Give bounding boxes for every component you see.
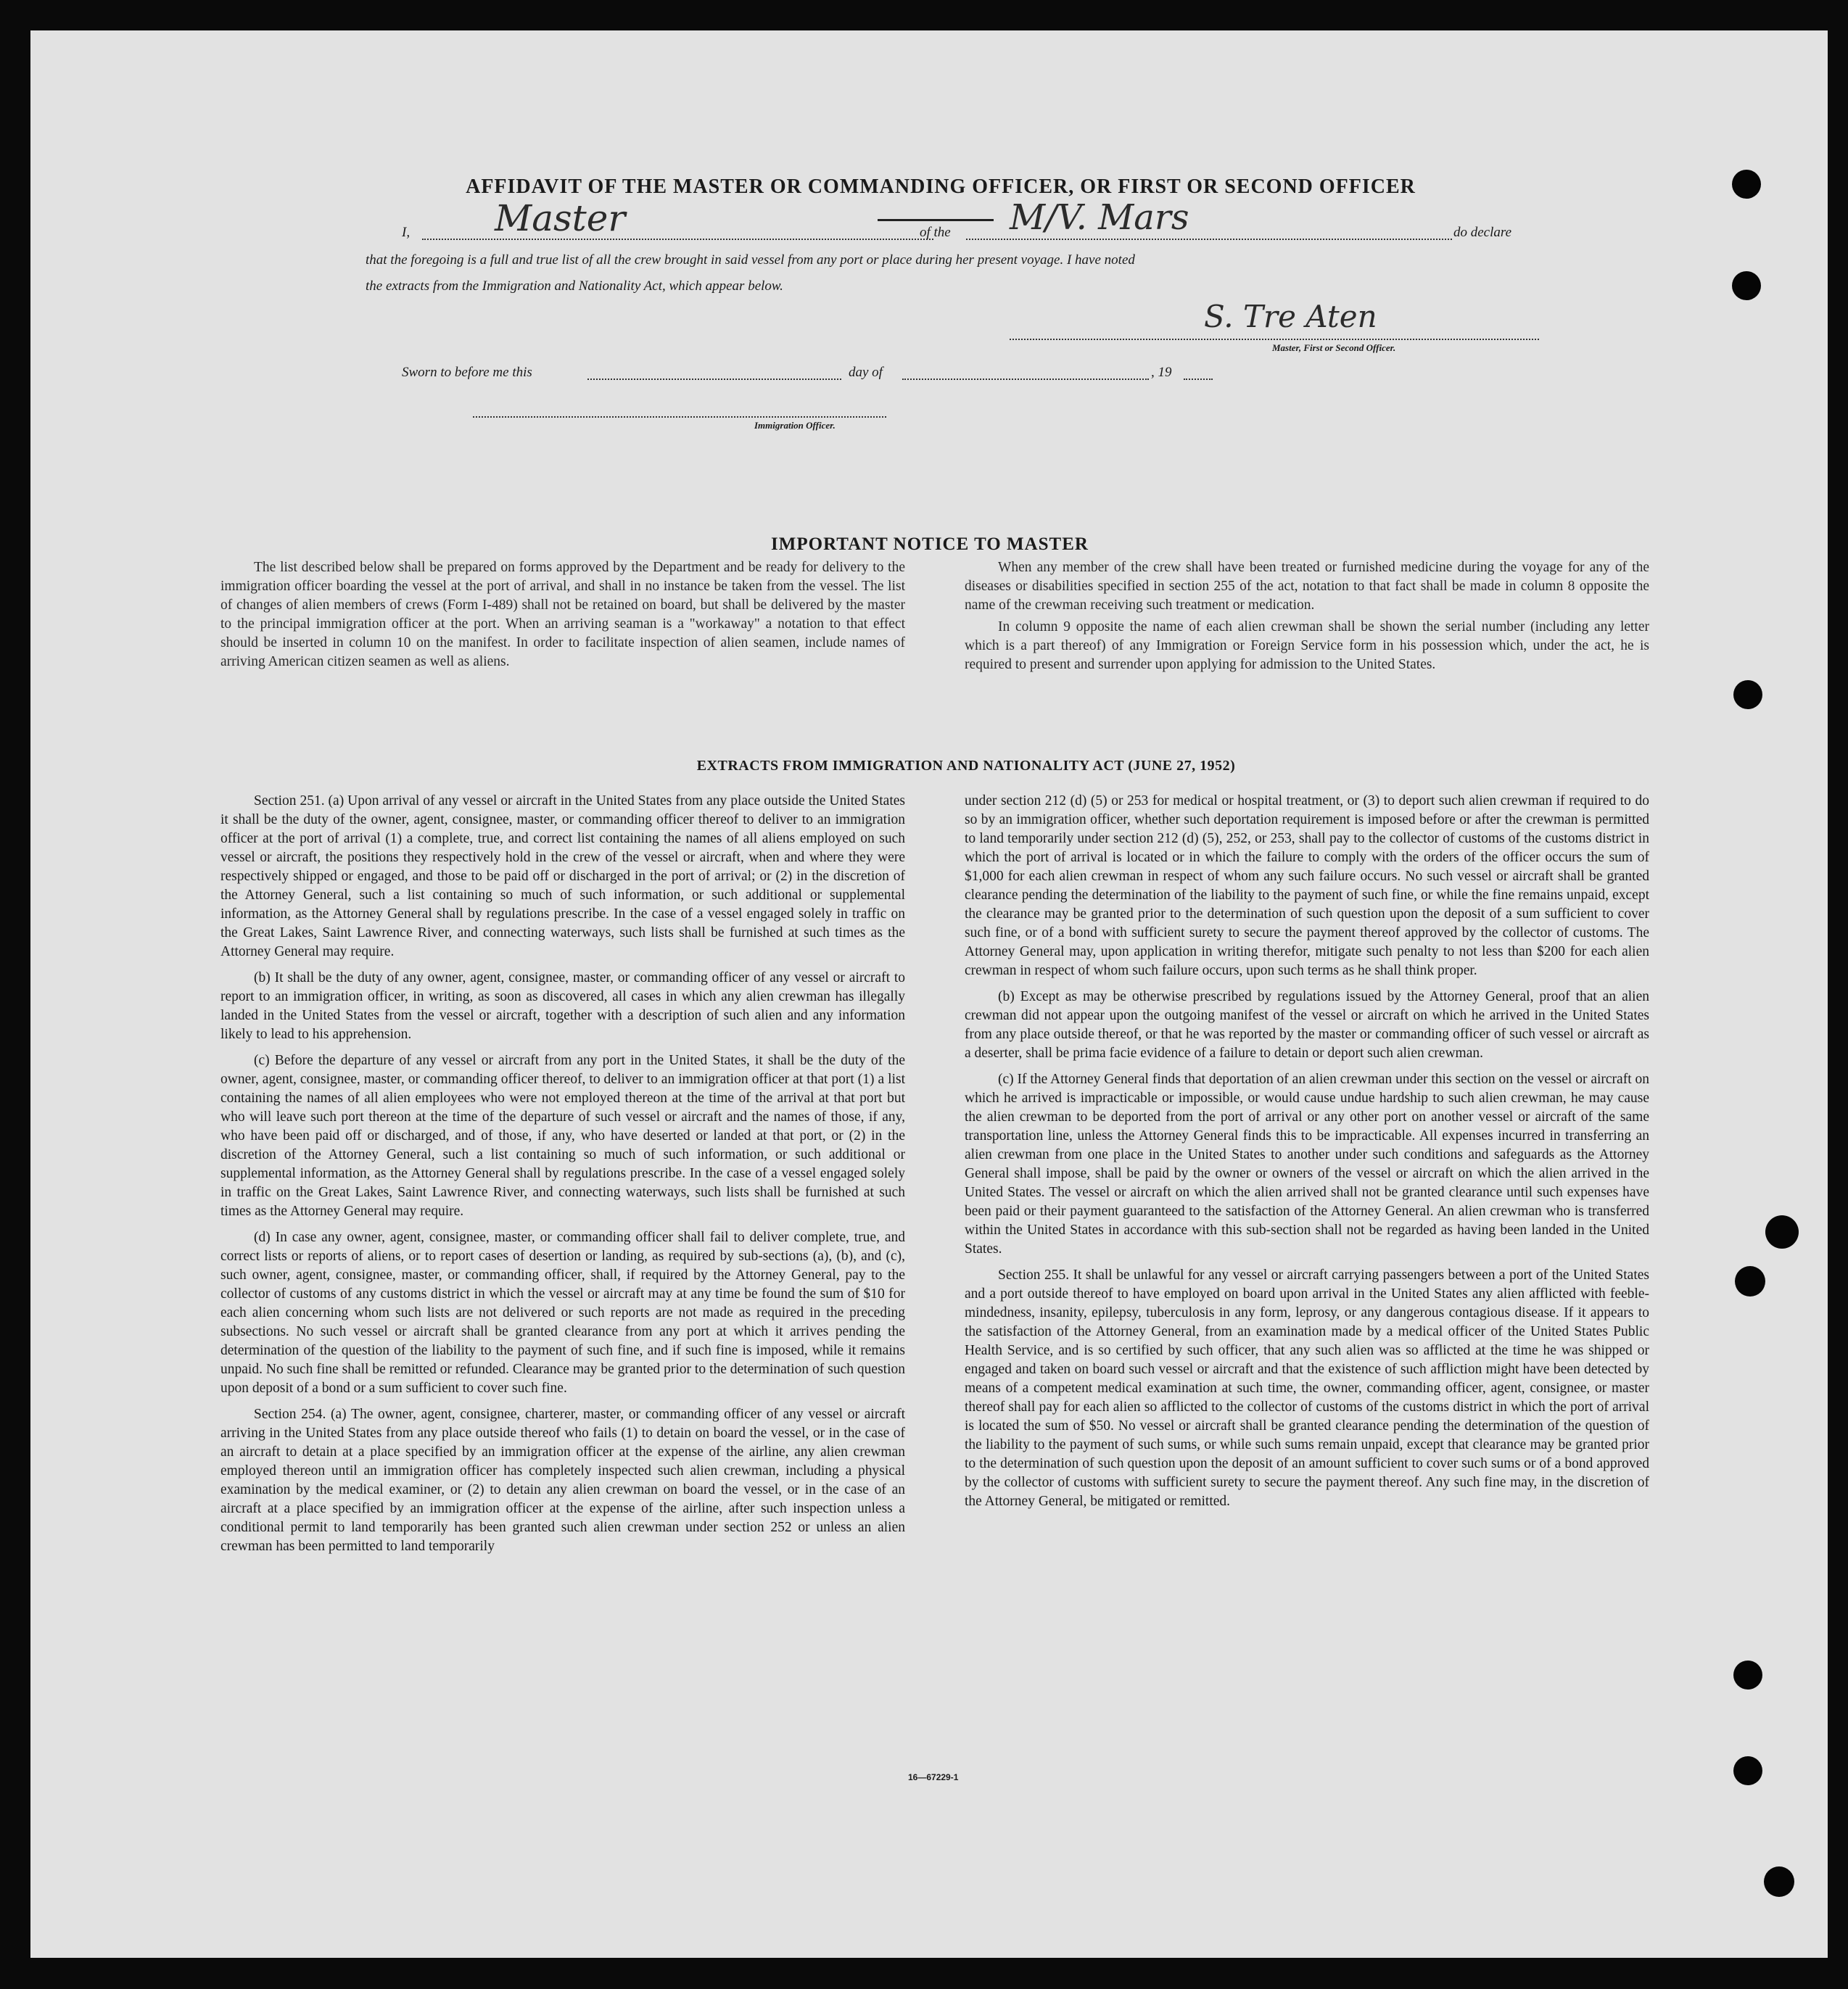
section-251b: (b) It shall be the duty of any owner, agent, consignee, master, or commanding officer of any vessel or aircraft to report to an immigration officer, in writing, as soon as discovered, all cases in which any alien crewman has illegally landed in the United States from the vessel or aircraft, together with a description of such alien and any information likely to lead to his apprehension. xyxy=(220,970,905,1042)
signature-line xyxy=(1010,337,1539,340)
binder-hole xyxy=(1733,1756,1762,1785)
rank-handwritten: Master xyxy=(495,197,626,239)
extracts-left-column xyxy=(220,792,905,1563)
binder-hole xyxy=(1733,680,1762,709)
section-251d: (d) In case any owner, agent, consignee, master, or commanding officer shall fail to deliver complete, true, and correct lists or reports of aliens, or to report cases of desertion or landing, as required by sub-sections (a), (b), and (c), such owner, agent, consignee, master, or commanding officer, shall, if required by the Attorney General, pay to the collector of customs of any customs district in which the vessel or aircraft may at any time be found the sum of $10 for each alien concerning whom such lists are not delivered or such reports are not made as required in the preceding subsections. No such vessel or aircraft shall be granted clearance from any port at which it arrives pending the determination of the question of the liability to the payment of such fine, and if such fine is imposed, while it remains unpaid. No such fine shall be remitted or refunded. Clearance may be granted prior to the determination of such question upon deposit of a bond or a sum sufficient to cover such fine. xyxy=(220,1230,905,1396)
section-251c: (c) Before the departure of any vessel or aircraft from any port in the United States, it shall be the duty of the owner, agent, consignee, master, or commanding officer thereof, to deliver to an immigration officer at that port (1) a list containing the names of all alien employees who were not employed thereon at the time of the arrival at that port but who will leave such port thereon at the time of the departure of such vessel or aircraft and the names of those, if any, who have been paid off or discharged, and of those, if any, who have deserted or landed at that port, or (2) in the discretion of the Attorney General, such a list containing so much of such information, or such additional or supplemental information, as the Attorney General shall by regulations prescribe. In the case of a vessel engaged solely in traffic on the Great Lakes, Saint Lawrence River, and connecting waterways, such lists shall be furnished at such times as the Attorney General may require. xyxy=(220,1053,905,1219)
officer-caption: Immigration Officer. xyxy=(754,420,836,431)
officer-line xyxy=(473,415,886,418)
year-line xyxy=(1184,377,1213,380)
binder-hole xyxy=(1732,170,1761,199)
notice-right-paragraph: When any member of the crew shall have been treated or furnished medicine during the voyage for any of the diseases or disabilities specified in section 255 of the act, notation to that fact shall be made in column 8 opposite the name of the crewman receiving such treatment or medication. xyxy=(965,560,1649,613)
notice-right-column xyxy=(965,558,1649,677)
sworn-month-line xyxy=(902,377,1149,380)
section-251a: Section 251. (a) Upon arrival of any vessel or aircraft in the United States from any place outside the United States it shall be the duty of the owner, agent, consignee, master, or commanding officer thereof to deliver to an immigration officer at the port of arrival (1) a complete, true, and correct list containing the names of all aliens employed on such vessel or aircraft, the positions they respectively hold in the crew of the vessel or aircraft, when and where they were respectively shipped or engaged, and those to be paid off or discharged in the port of arrival; or (2) in the discretion of the Attorney General, such a list containing so much of such information, or such additional or supplemental information, as the Attorney General shall by regulations prescribe. In the case of a vessel engaged solely in traffic on the Great Lakes, Saint Lawrence River, and connecting waterways, such lists shall be furnished at such times as the Attorney General may require. xyxy=(220,793,905,959)
i-label: I, xyxy=(402,225,411,240)
notice-heading: IMPORTANT NOTICE TO MASTER xyxy=(771,534,1089,554)
notice-left-column xyxy=(220,558,905,674)
signature: S. Tre Aten xyxy=(1204,299,1377,334)
day-of-label: day of xyxy=(849,365,883,380)
vessel-handwritten: M/V. Mars xyxy=(1010,197,1189,238)
do-declare-label: do declare xyxy=(1453,225,1512,240)
binder-hole xyxy=(1732,271,1761,300)
binder-hole xyxy=(1765,1215,1799,1249)
notice-right-paragraph: In column 9 opposite the name of each alien crewman shall be shown the serial number (including any letter which is a part thereof) of any Immigration or Foreign Service form in his possession which, under the act, he is required to present and surrender upon applying for admission to the United States. xyxy=(965,619,1649,672)
title-rule xyxy=(878,219,994,221)
statement-line-1: that the foregoing is a full and true list of all the crew brought in said vessel from any port or place during her present voyage. I have noted xyxy=(366,252,1135,268)
year-label: , 19 xyxy=(1151,365,1172,380)
binder-hole xyxy=(1733,1661,1762,1690)
binder-hole xyxy=(1764,1866,1794,1897)
section-254c: (c) If the Attorney General finds that deportation of an alien crewman under this section on the vessel or aircraft on which he arrived is impracticable or impossible, or would cause undue hardship to such alien crewman, he may cause the alien crewman to be deported from the port of arrival or any other port on another vessel or aircraft of the same transportation line, unless the Attorney General finds this to be impracticable. All expenses incurred in transferring an alien crewman from one place in the United States to another under such conditions and safeguards as the Attorney General shall impose, shall be paid by the owner or owners of the vessel or aircraft on which the alien arrived in the United States. The vessel or aircraft on which the alien arrived shall not be granted clearance until such expenses have been paid or their payment guaranteed to the satisfaction of the Attorney General. An alien crewman who is transferred within the United States in accordance with this sub-section shall not be regarded as having been landed in the United States. xyxy=(965,1072,1649,1257)
sworn-label: Sworn to before me this xyxy=(402,365,532,380)
signature-caption: Master, First or Second Officer. xyxy=(1272,342,1396,353)
section-254a-continued: under section 212 (d) (5) or 253 for medical or hospital treatment, or (3) to deport such alien crewman if required to do so by an immigration officer, whether such deportation requirement is imposed before or after the crewman is permitted to land temporarily under section 212 (d) (5), 252, or 253, shall pay to the collector of customs of the customs district in which the port of arrival is located or in which the failure to comply with the orders of the officer occurs the sum of $1,000 for each alien crewman in respect of whom any such failure occurs. No such vessel or aircraft shall be granted clearance pending the determination of the liability to the payment of such fine, or while the fine remains unpaid, except the clearance may be granted prior to the determination of such question upon the deposit of a sum sufficient to cover such fine, or of a bond with sufficient surety to secure the payment thereof approved by the collector of customs. The Attorney General may, upon application in writing therefor, mitigate such penalty to not less than $200 for each alien crewman in respect of whom such failure occurs, upon such terms as he shall think proper. xyxy=(965,793,1649,978)
section-254a: Section 254. (a) The owner, agent, consignee, charterer, master, or commanding officer of any vessel or aircraft arriving in the United States from any place outside thereof who fails (1) to detain on board the vessel, or in the case of an aircraft to detain at a place specified by an immigration officer at the expense of the airline, any alien crewman employed thereon until an immigration officer has completely inspected such alien crewman, including a physical examination by the medical examiner, or (2) to detain any alien crewman on board the vessel, or in the case of an aircraft at a place specified by an immigration officer at the expense of the airline, after such inspection unless a conditional permit to land temporarily has been granted such alien crewman under section 252 or unless an alien crewman has been permitted to land temporarily xyxy=(220,1407,905,1554)
notice-left-paragraph: The list described below shall be prepared on forms approved by the Department and be ready for delivery to the immigration officer boarding the vessel at the port of arrival, and shall in no instance be taken from the vessel. The list of changes of alien members of crews (Form I-489) shall not be retained on board, but shall be delivered by the master to the principal immigration officer at the port. When an arriving seaman is a "workaway" a notation to that effect should be inserted in column 10 on the manifest. In order to facilitate inspection of alien seamen, include names of arriving American citizen seamen as well as aliens. xyxy=(220,560,905,669)
extracts-heading: EXTRACTS FROM IMMIGRATION AND NATIONALITY ACT (JUNE 27, 1952) xyxy=(696,758,1236,774)
binder-hole xyxy=(1735,1266,1765,1297)
section-254b: (b) Except as may be otherwise prescribed by regulations issued by the Attorney General, proof that an alien crewman did not appear upon the outgoing manifest of the vessel or aircraft on which he arrived in the United States from any place outside thereof, or that he was reported by the master or commanding officer of such vessel or aircraft as a deserter, shall be prima facie evidence of a failure to detain or deport such alien crewman. xyxy=(965,989,1649,1061)
of-the-label: of the xyxy=(920,225,951,240)
affidavit-title: AFFIDAVIT OF THE MASTER OR COMMANDING OFFICER, OR FIRST OR SECOND OFFICER xyxy=(466,175,1416,198)
section-255: Section 255. It shall be unlawful for any vessel or aircraft carrying passengers between a port of the United States and a port outside thereof to have employed on board upon arrival in the United States any alien afflicted with feeble-mindedness, insanity, epilepsy, tuberculosis in any form, leprosy, or any dangerous contagious disease. If it appears to the satisfaction of the Attorney General, from an examination made by a medical officer of the United States Public Health Service, and is so certified by such officer, that any such alien was so afflicted at the time he was shipped or engaged and taken on board such vessel or aircraft and that the existence of such affliction might have been detected by means of a competent medical examination at such time, the owner, commanding officer, agent, consignee, or master thereof shall pay for each alien so afflicted to the collector of customs of the customs district in which the port of arrival is located the sum of $50. No vessel or aircraft shall be granted clearance pending the determination of the question of the liability to the payment of such sums, or while such sums remain unpaid, except that clearance may be granted prior to the determination of such question upon the deposit of an amount sufficient to cover such sums or of a bond approved by the collector of customs with sufficient surety to secure the payment thereof. Any such fine may, in the discretion of the Attorney General, be mitigated or remitted. xyxy=(965,1268,1649,1509)
form-number: 16—67229-1 xyxy=(908,1772,959,1782)
sworn-day-line xyxy=(587,377,841,380)
statement-line-2: the extracts from the Immigration and Nationality Act, which appear below. xyxy=(366,278,783,294)
document-page xyxy=(30,30,1828,1958)
extracts-right-column xyxy=(965,792,1649,1518)
